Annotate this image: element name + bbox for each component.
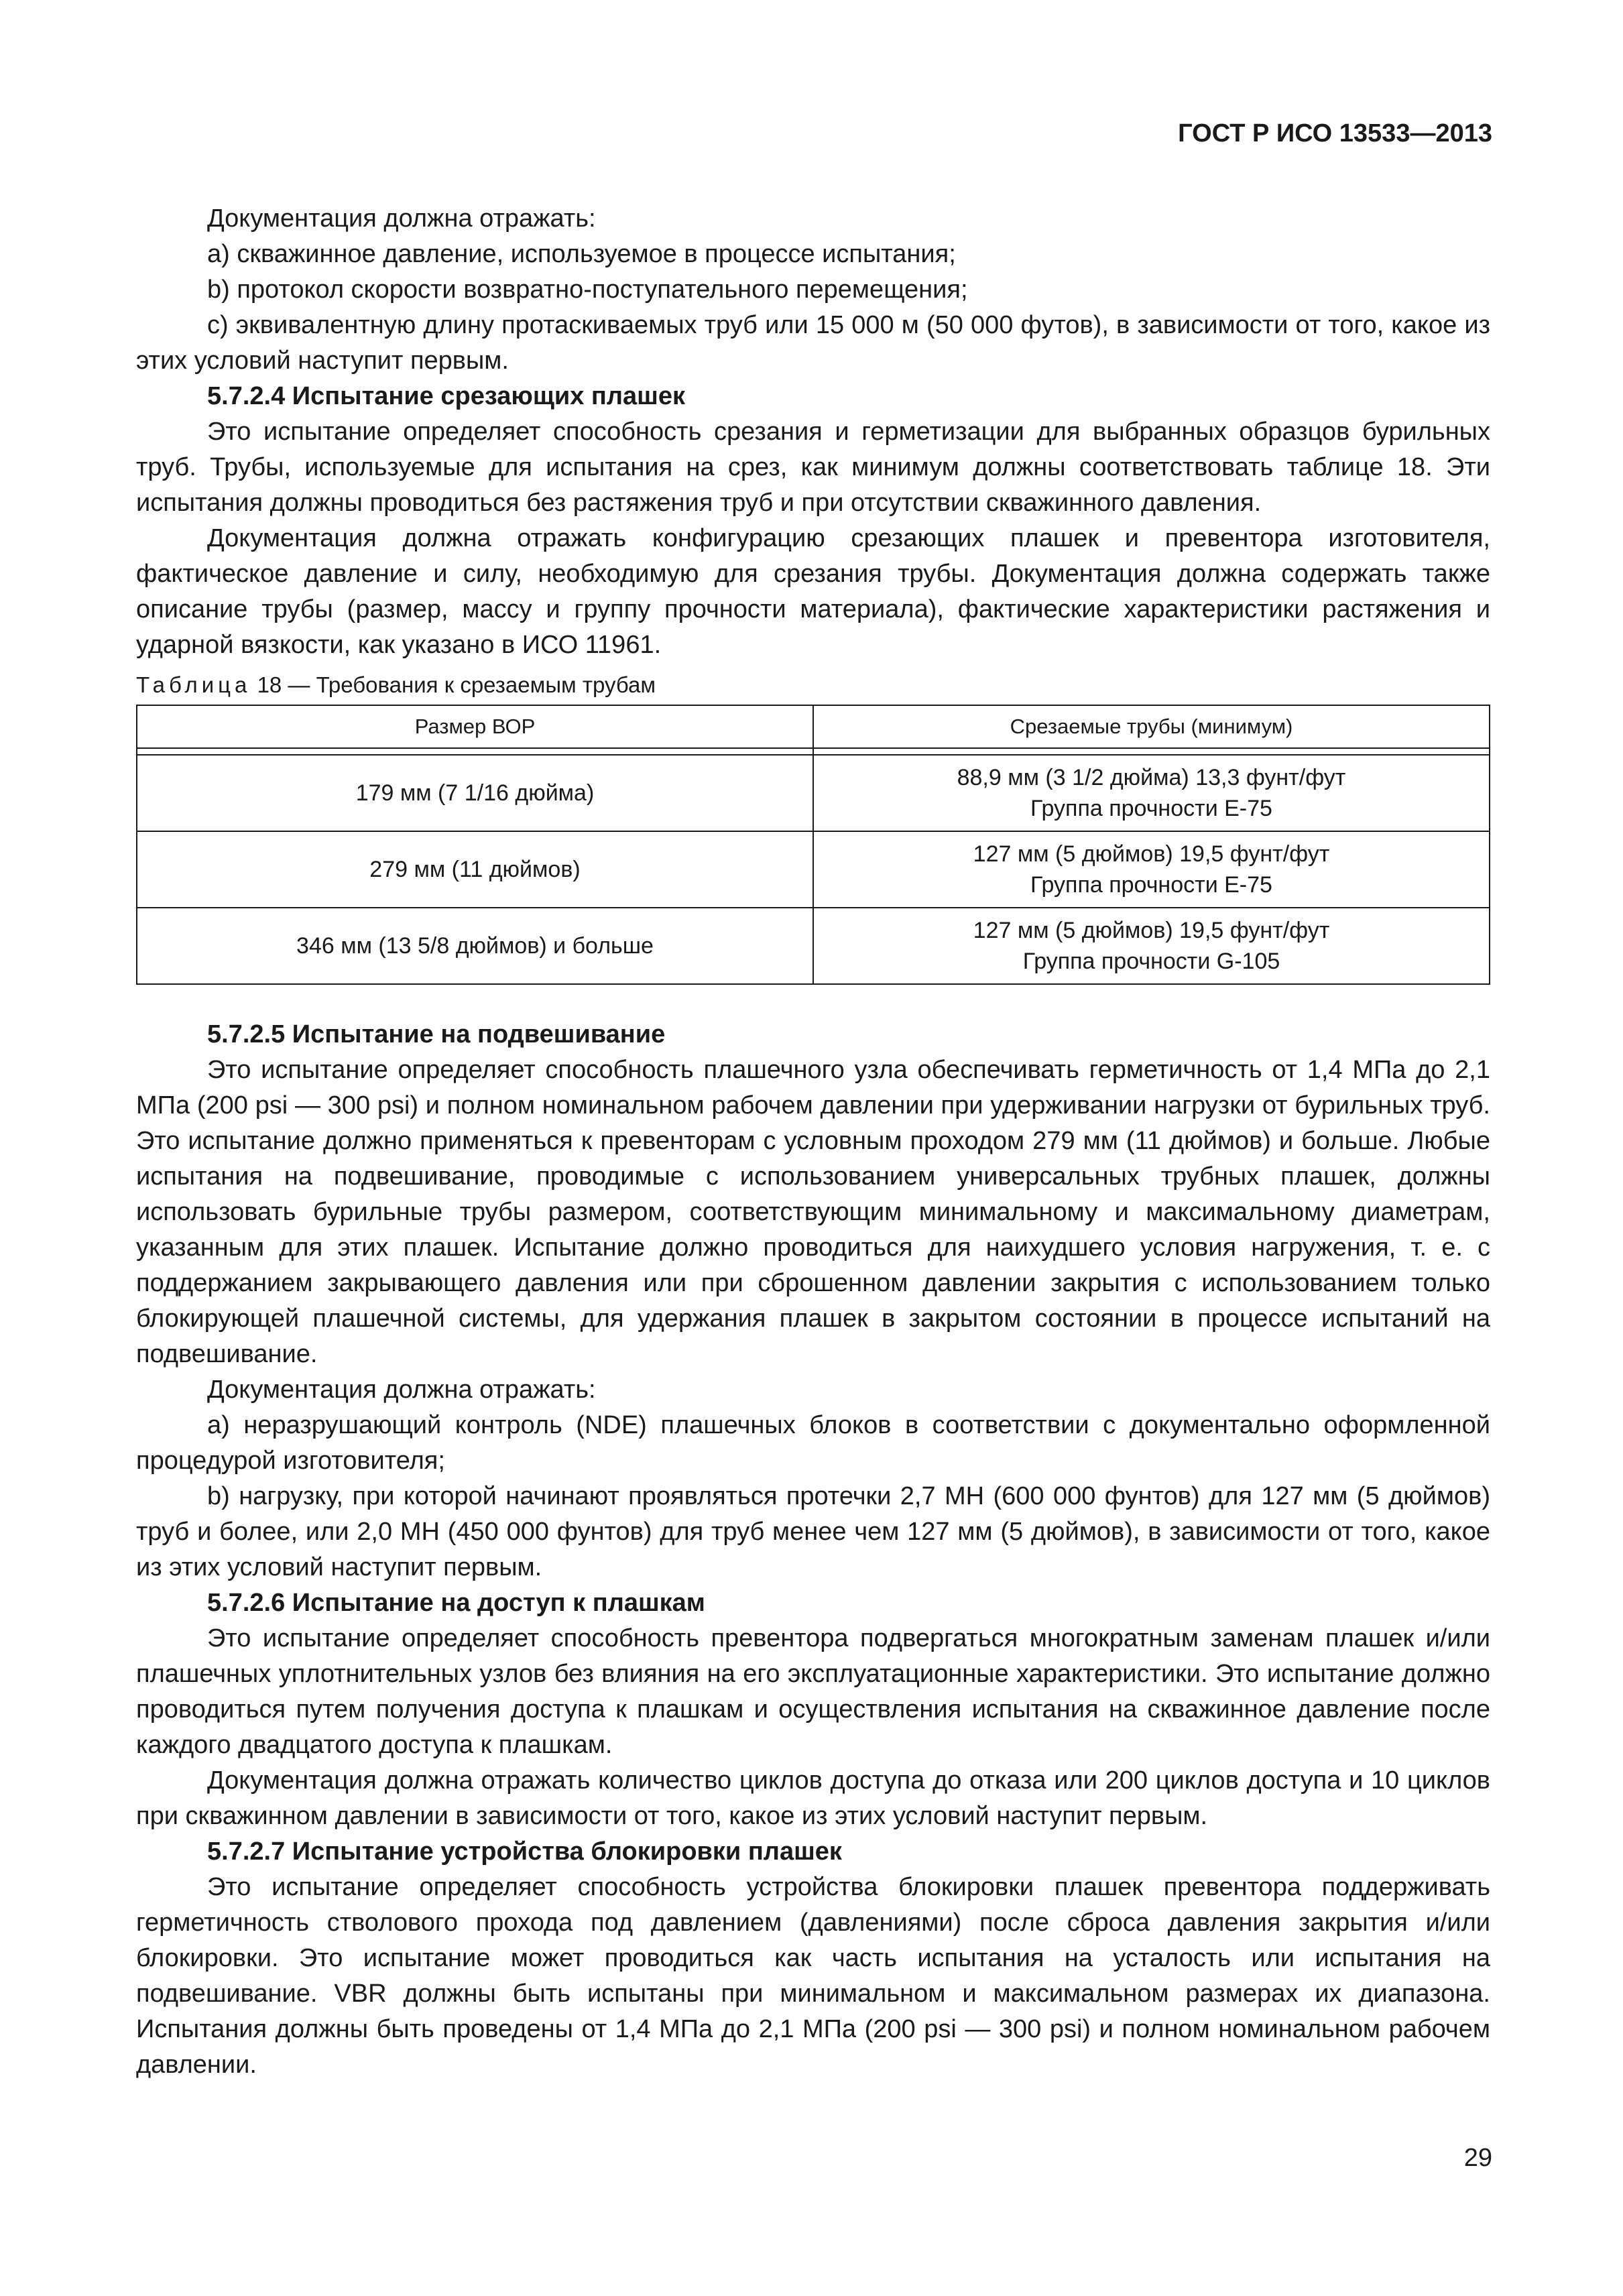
requirements-table <box>136 705 1490 985</box>
column-header-bop-size: Размер ВОР <box>137 705 813 748</box>
cell-sheared-pipe <box>813 908 1490 984</box>
pipe-spec: 88,9 мм (3 1/2 дюйма) 13,3 фунт/фут <box>957 765 1346 790</box>
strength-group: Группа прочности G-105 <box>1022 949 1280 974</box>
document-header: ГОСТ Р ИСО 13533—2013 <box>1178 119 1492 147</box>
paragraph: Документация должна отражать конфигурацию срезающих плашек и превентора изготовителя, фактическое давление и силу, необходимую для срезания трубы. Документация должна содержать также описание трубы (размер, массу и группу прочности материала), фактические характеристики растяжения и ударной вязкости, как указано в ИСО 11961. <box>136 524 1490 659</box>
documentation-intro: Документация должна отражать: <box>207 1376 596 1404</box>
table-row <box>137 755 1490 831</box>
page-number: 29 <box>1463 2144 1492 2172</box>
documentation-intro: Документация должна отражать: <box>207 204 596 233</box>
table-row <box>137 908 1490 984</box>
page-content <box>136 201 1490 2083</box>
table-caption-title: 18 — Требования к срезаемым трубам <box>257 672 656 697</box>
cell-sheared-pipe <box>813 831 1490 908</box>
list-item: a) неразрушающий контроль (NDE) плашечных блоков в соответствии с документально оформленной процедурой изготовителя; <box>136 1411 1490 1475</box>
list-item: c) эквивалентную длину протаскиваемых труб или 15 000 м (50 000 футов), в зависимости от того, какое из этих условий наступит первым. <box>136 311 1490 375</box>
paragraph: Документация должна отражать количество циклов доступа до отказа или 200 циклов доступа и 10 циклов при скважинном давлении в зависимости от того, какое из этих условий наступит первым. <box>136 1766 1490 1830</box>
paragraph: Это испытание определяет способность срезания и герметизации для выбранных образцов бурильных труб. Трубы, используемые для испытания на срез, как минимум должны соответствовать таблице 18. Эти испытания должны проводиться без растяжения труб и при отсутствии скважинного давления. <box>136 418 1490 517</box>
list-item: b) нагрузку, при которой начинают проявляться протечки 2,7 МН (600 000 фунтов) для 127 мм (5 дюймов) труб и более, или 2,0 МН (450 000 фунтов) для труб менее чем 127 мм (5 дюймов), в зависимости от того, какое из этих условий наступит первым. <box>136 1482 1490 1581</box>
cell-bop-size: 346 мм (13 5/8 дюймов) и больше <box>137 908 813 984</box>
column-header-sheared-pipes: Срезаемые трубы (минимум) <box>813 705 1490 748</box>
pipe-spec: 127 мм (5 дюймов) 19,5 фунт/фут <box>973 918 1330 943</box>
list-item: b) протокол скорости возвратно-поступательного перемещения; <box>207 276 968 304</box>
table-caption <box>136 670 1490 701</box>
header-spacer <box>137 748 1490 755</box>
section-heading-5724: 5.7.2.4 Испытание срезающих плашек <box>207 382 685 410</box>
section-heading-5725: 5.7.2.5 Испытание на подвешивание <box>207 1020 666 1048</box>
table-header-row <box>137 705 1490 748</box>
section-heading-5727: 5.7.2.7 Испытание устройства блокировки плашек <box>207 1837 842 1866</box>
list-item: a) скважинное давление, используемое в процессе испытания; <box>207 240 956 268</box>
cell-bop-size: 279 мм (11 дюймов) <box>137 831 813 908</box>
strength-group: Группа прочности Е-75 <box>1030 796 1272 821</box>
paragraph: Это испытание определяет способность плашечного узла обеспечивать герметичность от 1,4 МПа до 2,1 МПа (200 psi — 300 psi) и полном номинальном рабочем давлении при удерживании нагрузки от бурильных труб. Это испытание должно применяться к превенторам с условным проходом 279 мм (11 дюймов) и больше. Любые испытания на подвешивание, проводимые с использованием универсальных трубных плашек, должны использовать бурильные трубы размером, соответствующим минимальному и максимальному диаметрам, указанным для этих плашек. Испытание должно проводиться для наихудшего условия нагружения, т. е. с поддержанием закрывающего давления или при сброшенном давлении закрытия с использованием только блокирующей плашечной системы, для удержания плашек в закрытом состоянии в процессе испытаний на подвешивание. <box>136 1056 1490 1368</box>
section-heading-5726: 5.7.2.6 Испытание на доступ к плашкам <box>207 1589 705 1617</box>
pipe-spec: 127 мм (5 дюймов) 19,5 фунт/фут <box>973 841 1330 867</box>
cell-sheared-pipe <box>813 755 1490 831</box>
paragraph: Это испытание определяет способность превентора подвергаться многократным заменам плашек и/или плашечных уплотнительных узлов без влияния на его эксплуатационные характеристики. Это испытание должно проводиться путем получения доступа к плашкам и осуществления испытания на скважинное давление после каждого двадцатого доступа к плашкам. <box>136 1624 1490 1759</box>
cell-bop-size: 179 мм (7 1/16 дюйма) <box>137 755 813 831</box>
table-row <box>137 831 1490 908</box>
strength-group: Группа прочности Е-75 <box>1030 872 1272 898</box>
paragraph: Это испытание определяет способность устройства блокировки плашек превентора поддерживать герметичность стволового прохода под давлением (давлениями) после сброса давления закрытия и/или блокировки. Это испытание может проводиться как часть испытания на усталость или испытания на подвешивание. VBR должны быть испытаны при минимальном и максимальном размерах их диапазона. Испытания должны быть проведены от 1,4 МПа до 2,1 МПа (200 psi — 300 psi) и полном номинальном рабочем давлении. <box>136 1873 1490 2079</box>
table-caption-label: Таблица <box>136 672 251 697</box>
